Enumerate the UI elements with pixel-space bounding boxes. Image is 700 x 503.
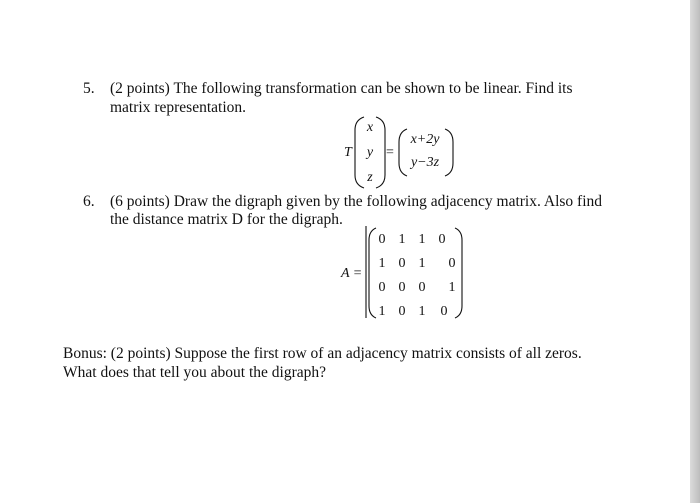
problem-5-number: 5. [83,80,95,97]
input-vector-y: y [366,145,374,160]
input-vector-x: x [366,120,374,135]
matrix-cell: 0 [398,304,406,319]
bonus-text-line-1: Bonus: (2 points) Suppose the first row of an adjacency matrix consists of all zeros. [63,345,582,362]
bonus-text-line-2: What does that tell you about the digraph? [63,364,326,381]
equation-equals: = [386,145,394,160]
matrix-cell: 0 [418,280,426,295]
problem-6-text-line-2: the distance matrix D for the digraph. [110,211,343,228]
problem-6-number: 6. [83,193,95,210]
matrix-cell: 0 [398,256,406,271]
matrix-cell: 1 [418,304,426,319]
matrix-cell: 0 [378,280,386,295]
matrix-cell: 0 [398,280,406,295]
matrix-cell: 1 [418,256,426,271]
output-vector-row-2: y−3z [410,155,440,170]
matrix-cell: 0 [440,304,448,319]
output-right-paren [445,129,453,176]
problem-5-text-line-1: (2 points) The following transformation can be shown to be linear. Find its [110,80,573,97]
output-left-paren [399,129,407,176]
matrix-right-paren [455,228,462,318]
page-edge [690,0,700,503]
problem-6-text-line-1: (6 points) Draw the digraph given by the following adjacency matrix. Also find [110,193,603,210]
matrix-cell: 1 [448,280,456,295]
input-left-paren [355,117,364,188]
matrix-cell: 1 [378,304,386,319]
output-vector-row-1: x+2y [410,132,440,147]
input-vector-z: z [367,170,373,185]
matrix-cell: 0 [448,256,456,271]
matrix-cell: 1 [398,232,406,247]
matrix-cell: 0 [378,232,386,247]
matrix-cell: 0 [438,232,446,247]
matrix-cell: 1 [378,256,386,271]
transform-T: T [344,145,352,160]
input-right-paren [376,117,385,188]
matrix-label-A: A = [341,266,363,281]
problem-5-text-line-2: matrix representation. [110,99,247,116]
matrix-cell: 1 [418,232,426,247]
